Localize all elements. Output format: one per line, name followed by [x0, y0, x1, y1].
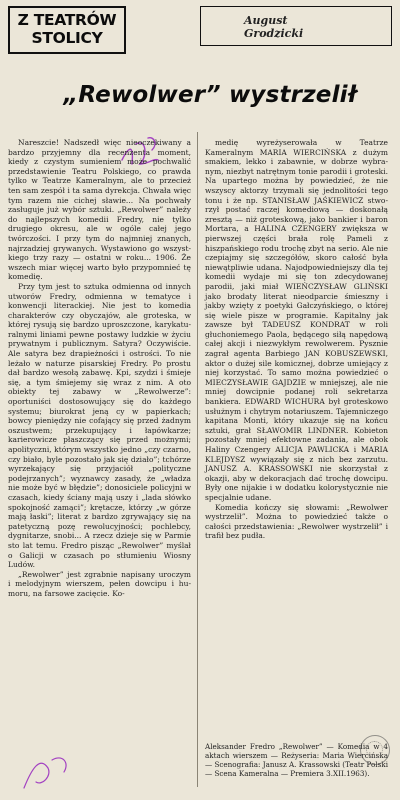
- paragraph: Nareszcie! Nadszedł więc nieoczekiwany a bardzo przyjemny dla recenzenta moment, kiedy z czystym sumieniem może pochwalić przedstawienie Teatru Polskiego, co prawda tylko w Teatrze Kameralnym, ale to przecież ten sam zespół i ta sama dyrekcja. Chwała więc tym razem nie cichej sławie... Na pochwały zasługuje już wybór sztuki. „Rewolwer” należy do najlepszych komedii Fredry, nie tylko drugiego okresu, ale w ogóle całej jego twórczości. I przy tym do najmniej znanych, najrzadziej grywanych. Wystawiono go wszystkiego trzy razy — ostatni w roku... 1906. Że wszech miar więcej warto było przypomnieć tę komedię.: [8, 138, 191, 282]
- paragraph: „Rewolwer” jest zgrabnie napisany uroczym i melodyjnym wierszem, pełen dowcipu i humoru, na farsowe zacięcie. Ko-: [8, 569, 191, 598]
- column-divider: [197, 132, 198, 787]
- production-credits: Aleksander Fredro „Rewolwer” — Komedia w 4 aktach wierszem — Reżyseria: Maria Wiercińska — Scenografia: Janusz A. Krassowski (Teatr Polski — Scena Kameralna — Premiera 3.XII.1963).: [205, 742, 388, 778]
- paragraph: Przy tym jest to sztuka odmienna od innych utworów Fredry, odmienna w tematyce i konwencji literackiej. Nie jest to komedia charakterów czy obyczajów, ale groteska, w której rysują się bardzo uproszczone, karykaturalnymi liniami pewne postawy ludzkie w życiu prywatnym i publicznym. Satyra? Oczywiście. Ale satyra bez drapieżności i ostrości. To nie leżało w naturze pisarskiej Fredry. Po prostu dał bardzo wesołą zabawę. Kpi, szydzi i śmieje się, a tym śmiejemy się wraz z nim. A oto obiekty tej zabawy w „Rewolwerze”: oportuniści dostosowujący się do każdego systemu; biurokrat jeną cy w papierkach; bowcy pieniędzy nie cofający się przed żadnym oszustwem; przekupujący i łapówkarze; karierowicze płaszczący się przed możnymi; apolityczni, którym wszystko jedno „czy czarno, czy biało, byle pozostało jak się działo”; tchórze wyrzekający się przyjaciół „polityczne podejrzanych”; wyznawcy zasady, że „władza nie może być w błędzie”; donosiciele policyjni w czasach, kiedy ściany mają uszy i „lada słówko spokojność zamąci”; krętacze, którzy „w górze mają łaski”; literat z bardzo zgrywający się na patetyczną pozę rewolucyjności; pochlebcy, dygnitarze, snobi... A rzecz dzieje się w Parmie sto lat temu. Fredro pisząc „Rewolwer” myślał o Galicji w czasach po stłumieniu Wiosny Ludów.: [8, 281, 191, 570]
- pencil-scribble-icon: [18, 748, 78, 794]
- article-column-left: [8, 138, 191, 788]
- column-title: Z TEATRÓW STOLICY: [17, 11, 117, 47]
- paragraph: Komedia kończy się słowami: „Rewolwer wystrzelił”. Można to powiedzieć także o całości przedstawienia: „Rewolwer wystrzelił” i trafił bez pudła.: [205, 502, 388, 541]
- article-title: „Rewolwer” wystrzelił: [63, 82, 357, 108]
- column-header-box: [8, 6, 126, 54]
- paragraph: medię wyreżyserowała w Teatrze Kameralnym MARIA WIERCIŃSKA z dużym smakiem, lekko i zabawnie, w dobrze wybranym, niezbyt natrętnym tonie parodii i groteski. Na upartego można by powiedzieć, że nie wszyscy aktorzy trzymali się jednolitości tego tonu i że np. STANISŁAW JAŚKIEWICZ stworzył postać raczej komediową — doskonałą zresztą — niż groteskową, jako bankier i baron Mortara, a HALINA CZENGERY zwiększa w pierwszej części brała rolę Pameli z hiszpańskiego rodu trochę zbyt na serio. Ale nie czepiajmy się szczegółów, skoro całość była niewątpliwie udana. Najodpowiedniejszy dla tej komedii wydaje mi się ton zdecydowanej parodii, jaki miał WIEŃCZYSŁAW GLIŃSKI jako brodaty literat nieodparcie śmieszny i jakby wzięty z poetyki Gałczyńskiego, o której się wiele pisze w programie. Kapitalny jak zawsze był TADEUSZ KONDRAT w roli głuchoniemego Paola, będącego siłą napędową całej akcji i niezwykłym rewolwerem. Pysznie zagrał agenta Barbiego JAN KOBUSZEWSKI, aktor o dużej sile komicznej, dobrze umiejący z niej korzystać. To samo można powiedzieć o MIECZYSŁAWIE GAJDZIE w mniejszej, ale nie mniej dowcipnie podanej roli sekretarza bankiera. EDWARD WICHURA był groteskowo usłużnym i chytrym notariuszem. Tajemniczego kapitana Monti, który ukazuje się na końcu sztuki, grał SŁAWOMIR LINDNER. Kobieton pozostały mniej efektowne zadania, ale obok Haliny Czengery ALICJA PAWLICKA i MARIA KLEJDYSZ wywiązały się z nich bez zarzutu. JANUSZ A. KRASSOWSKI nie skorzystał z okazji, aby w dekoracjach dać trochę dowcipu. Były one nijakie i w dodatku kolorystycznie nie specjalnie udane.: [205, 138, 388, 502]
- library-stamp-icon: [360, 735, 390, 765]
- article-column-right: [205, 138, 388, 756]
- author-name: August Grodzicki: [244, 14, 304, 40]
